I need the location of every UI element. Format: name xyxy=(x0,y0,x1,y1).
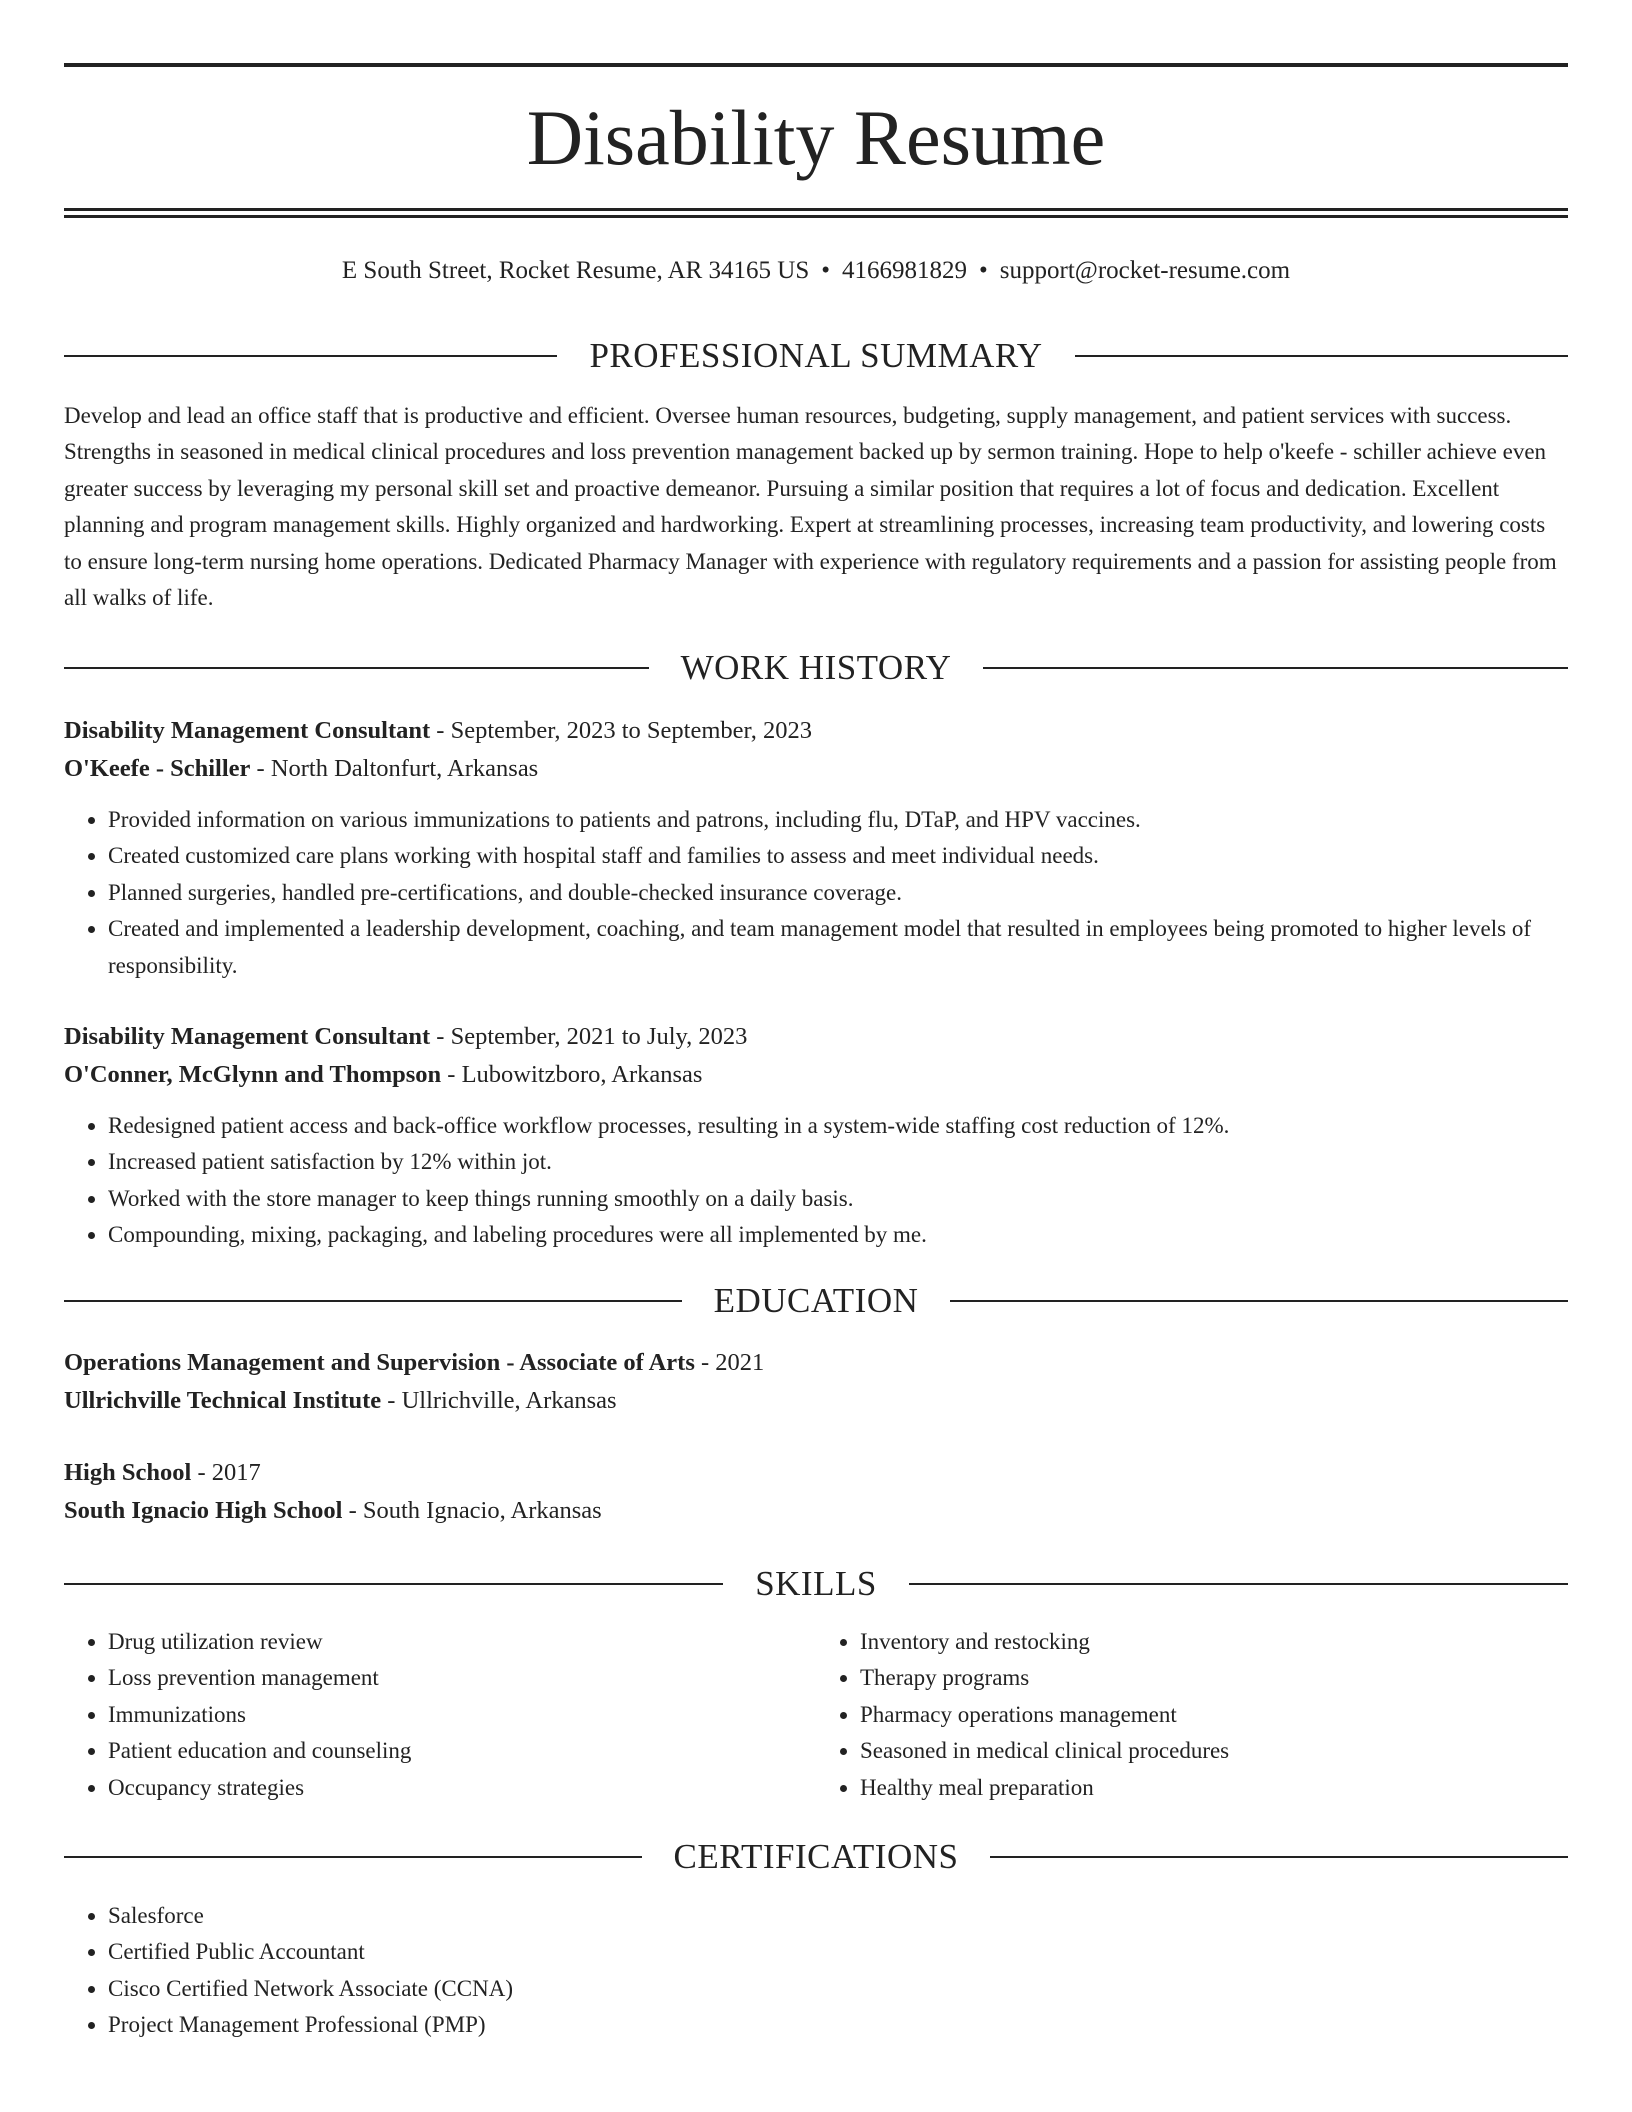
skill-item: • Occupancy strategies xyxy=(108,1770,816,1806)
resume-title: Disability Resume xyxy=(526,94,1106,181)
job-company-line xyxy=(64,750,1568,788)
job-title: Disability Management Consultant xyxy=(64,1023,431,1050)
job-bullet: • Created and implemented a leadership development, coaching, and team management model that resulted in employees being promoted to higher levels of responsibility. xyxy=(108,911,1568,984)
education-school-line xyxy=(64,1382,1568,1420)
job-entry xyxy=(64,1018,1568,1254)
education-entry xyxy=(64,1454,1568,1530)
job-bullets xyxy=(64,1108,1568,1254)
certification-item: • Cisco Certified Network Associate (CCNA) xyxy=(108,1971,1568,2007)
certifications-list xyxy=(64,1898,1568,2044)
section-title: PROFESSIONAL SUMMARY xyxy=(589,336,1043,375)
section-rule xyxy=(64,355,557,357)
education-degree: Operations Management and Supervision - Associate of Arts xyxy=(64,1349,695,1376)
education-school-line xyxy=(64,1492,1568,1530)
job-title-line xyxy=(64,712,1568,750)
section-title: SKILLS xyxy=(755,1564,877,1603)
certification-item: • Certified Public Accountant xyxy=(108,1934,1568,1970)
skill-item: • Immunizations xyxy=(108,1697,816,1733)
section-rule xyxy=(64,1583,723,1585)
certification-item: • Salesforce xyxy=(108,1898,1568,1934)
job-bullet: • Planned surgeries, handled pre-certifications, and double-checked insurance coverage. xyxy=(108,875,1568,911)
education-school: Ullrichville Technical Institute xyxy=(64,1387,382,1414)
section-title: EDUCATION xyxy=(713,1281,919,1320)
skill-item: • Drug utilization review xyxy=(108,1624,816,1660)
job-bullet: • Increased patient satisfaction by 12% within jot. xyxy=(108,1144,1568,1180)
job-dates: - September, 2021 to July, 2023 xyxy=(430,1023,748,1050)
section-rule xyxy=(64,667,649,669)
section-rule xyxy=(64,1300,682,1302)
education-degree: High School xyxy=(64,1459,192,1486)
skills-list-right xyxy=(816,1624,1568,1806)
skills-list-left xyxy=(64,1624,816,1806)
job-bullet: • Created customized care plans working with hospital staff and families to assess and meet individual needs. xyxy=(108,838,1568,874)
job-location: - North Daltonfurt, Arkansas xyxy=(250,755,539,782)
job-company: O'Keefe - Schiller xyxy=(64,755,251,782)
skill-item: • Inventory and restocking xyxy=(860,1624,1568,1660)
skill-item: • Pharmacy operations management xyxy=(860,1697,1568,1733)
education-location: - South Ignacio, Arkansas xyxy=(342,1497,602,1524)
job-bullet: • Worked with the store manager to keep things running smoothly on a daily basis. xyxy=(108,1181,1568,1217)
job-bullets xyxy=(64,802,1568,984)
section-rule xyxy=(64,1856,642,1858)
education-location: - Ullrichville, Arkansas xyxy=(381,1387,617,1414)
skill-item: • Therapy programs xyxy=(860,1660,1568,1696)
top-rule xyxy=(64,63,1568,67)
job-bullet: • Redesigned patient access and back-office workflow processes, resulting in a system-wide staffing cost reduction of 12%. xyxy=(108,1108,1568,1144)
section-title: CERTIFICATIONS xyxy=(673,1837,959,1876)
section-rule xyxy=(983,667,1568,669)
title-double-rule xyxy=(64,208,1568,218)
section-rule xyxy=(990,1856,1568,1858)
section-rule xyxy=(950,1300,1568,1302)
contact-phone[interactable]: 4166981829 xyxy=(842,257,968,284)
skill-item: • Seasoned in medical clinical procedures xyxy=(860,1733,1568,1769)
education-entry xyxy=(64,1344,1568,1420)
contact-address: E South Street, Rocket Resume, AR 34165 US xyxy=(341,257,810,284)
certification-item: • Project Management Professional (PMP) xyxy=(108,2007,1568,2043)
job-entry xyxy=(64,712,1568,984)
contact-separator: • xyxy=(979,257,988,284)
section-header-certifications xyxy=(64,1835,1568,1879)
skill-item: • Healthy meal preparation xyxy=(860,1770,1568,1806)
section-rule xyxy=(909,1583,1568,1585)
contact-separator: • xyxy=(821,257,831,284)
contact-email[interactable]: support@rocket-resume.com xyxy=(999,257,1291,284)
skills-columns xyxy=(64,1624,1568,1806)
summary-block xyxy=(64,398,1568,616)
skill-item: • Loss prevention management xyxy=(108,1660,816,1696)
job-company: O'Conner, McGlynn and Thompson xyxy=(64,1061,442,1088)
certifications-block xyxy=(64,1898,1568,2044)
job-company-line xyxy=(64,1056,1568,1094)
job-location: - Lubowitzboro, Arkansas xyxy=(441,1061,703,1088)
education-degree-line xyxy=(64,1454,1568,1492)
section-header-skills xyxy=(64,1562,1568,1606)
job-dates: - September, 2023 to September, 2023 xyxy=(430,717,812,744)
section-rule xyxy=(1075,355,1568,357)
job-bullet: • Compounding, mixing, packaging, and labeling procedures were all implemented by me. xyxy=(108,1217,1568,1253)
education-year: - 2021 xyxy=(694,1349,765,1376)
summary-text: Develop and lead an office staff that is productive and efficient. Oversee human resources, budgeting, supply management, and patient services with success. Strengths in seasoned in medical clinical procedures and loss prevention management backed up by sermon training. Hope to help o'keefe - schiller achieve even greater success by leveraging my personal skill set and proactive demeanor. Pursuing a similar position that requires a lot of focus and dedication. Excellent planning and program management skills. Highly organized and hardworking. Expert at streamlining processes, increasing team productivity, and lowering costs to ensure long-term nursing home operations. Dedicated Pharmacy Manager with experience with regulatory requirements and a passion for assisting people from all walks of life. xyxy=(64,403,1557,611)
education-school: South Ignacio High School xyxy=(64,1497,343,1524)
job-title: Disability Management Consultant xyxy=(64,717,431,744)
job-title-line xyxy=(64,1018,1568,1056)
job-bullet: • Provided information on various immunizations to patients and patrons, including flu, DTaP, and HPV vaccines. xyxy=(108,802,1568,838)
education-year: - 2017 xyxy=(191,1459,261,1486)
section-header-summary xyxy=(64,334,1568,378)
skill-item: • Patient education and counseling xyxy=(108,1733,816,1769)
section-header-education xyxy=(64,1279,1568,1323)
education-degree-line xyxy=(64,1344,1568,1382)
section-header-work xyxy=(64,646,1568,690)
section-title: WORK HISTORY xyxy=(680,648,952,687)
contact-line xyxy=(64,254,1568,288)
